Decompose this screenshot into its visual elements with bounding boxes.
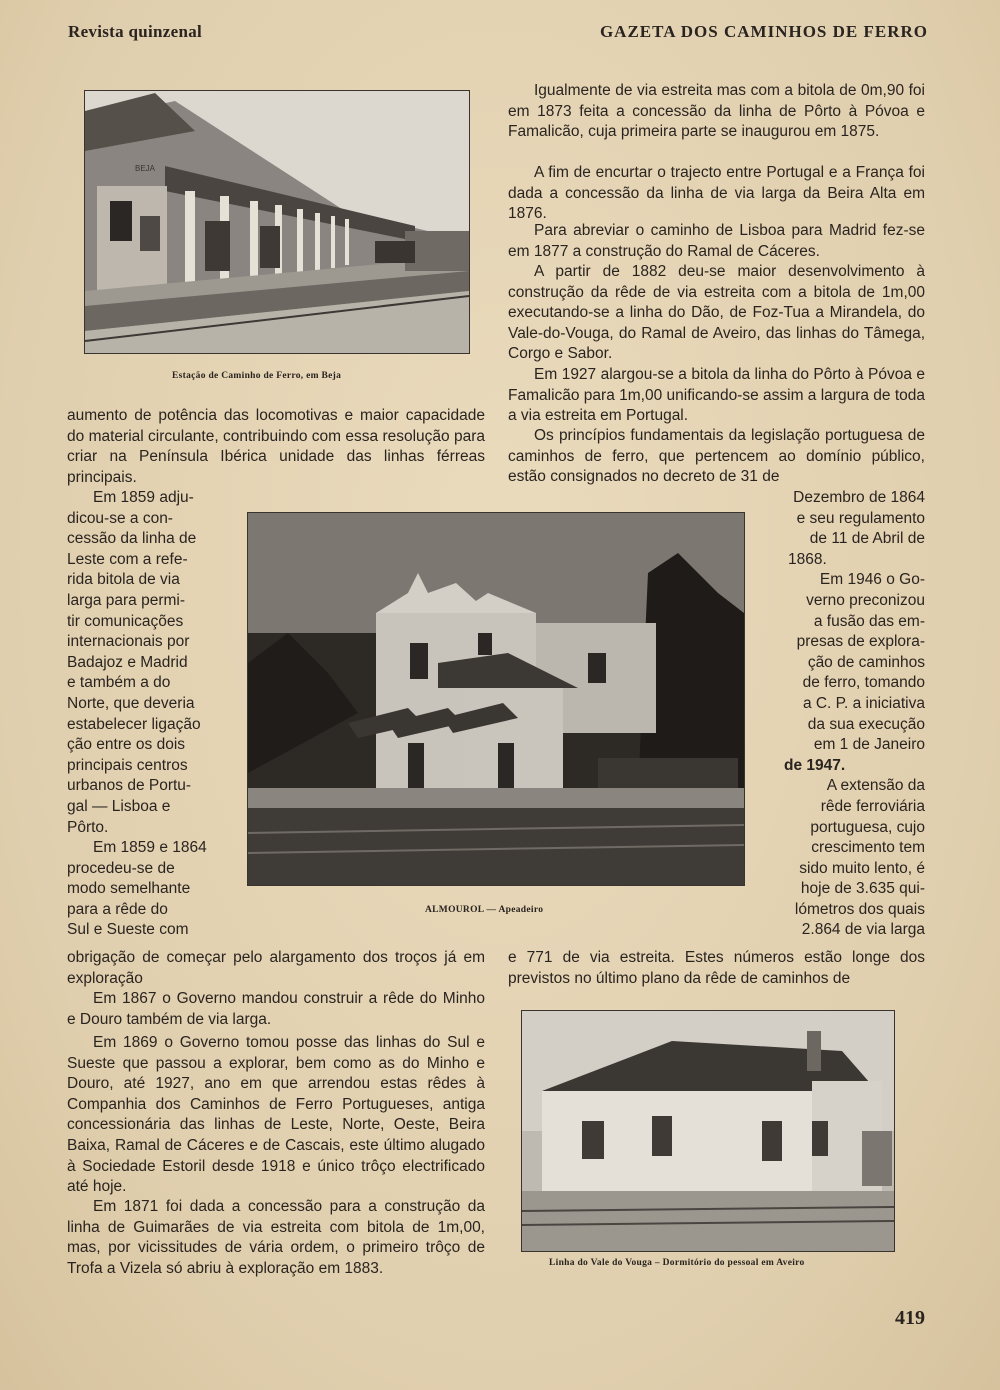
line: larga para permi- <box>67 591 186 609</box>
para-encurtar: A fim de encurtar o trajecto entre Portugal e a França foi dada a concessão da linha de via larga da Beira Alta em 1876. <box>508 164 925 223</box>
line: hoje de 3.635 qui- <box>800 880 925 898</box>
header-left: Revista quinzenal <box>68 22 203 41</box>
line: principais centros <box>67 756 188 774</box>
line: presas de explora- <box>796 633 925 651</box>
line: portuguesa, cujo <box>810 818 925 836</box>
para-igualmente: Igualmente de via estreita mas com a bitola de 0m,90 foi em 1873 feita a concessão da linha de Pôrto à Póvoa e Famalicão, cuja primeira parte se inaugurou em 1875. <box>508 82 925 141</box>
vouga-dormitory-photo <box>521 1010 895 1252</box>
line: Leste com a refe- <box>67 550 188 568</box>
line: Dezembro de 1864 <box>793 489 925 506</box>
line: para a rêde do <box>67 900 168 918</box>
line: e seu regulamento <box>796 509 925 527</box>
almourol-caption: ALMOUROL — Apeadeiro <box>425 905 544 915</box>
line: Em 1859 adju- <box>93 489 194 506</box>
beja-station-photo <box>84 90 470 354</box>
line: a fusão das em- <box>813 612 925 630</box>
line: A extensão da <box>826 777 925 795</box>
line: cessão da linha de <box>67 530 197 548</box>
line: de 1947. <box>784 756 846 774</box>
para-abreviar: Para abreviar o caminho de Lisboa para Madrid fez-se em 1877 a construção do Ramal de Cáceres. <box>508 222 925 260</box>
line: de ferro, tomando <box>802 674 925 692</box>
line: Pôrto. <box>67 818 109 836</box>
header-right: GAZETA DOS CAMINHOS DE FERRO <box>599 22 928 41</box>
line: verno preconizou <box>806 591 925 609</box>
line: Sul e Sueste com <box>67 921 189 939</box>
para-771: e 771 de via estreita. Estes números estão longe dos previstos no último plano da rêde de caminhos de <box>508 949 925 987</box>
para-1867: Em 1867 o Governo mandou construir a rêde do Minho e Douro também de via larga. <box>67 990 485 1028</box>
line: dicou-se a con- <box>67 509 173 527</box>
line: ção de caminhos <box>807 653 925 671</box>
line: procedeu-se de <box>67 859 175 877</box>
line: tir comunicações <box>67 612 184 630</box>
line: 1868. <box>788 550 827 568</box>
line: lómetros dos quais <box>794 900 925 918</box>
beja-caption: Estação de Caminho de Ferro, em Beja <box>172 371 342 381</box>
line: Badajoz e Madrid <box>67 653 188 671</box>
line: ção entre os dois <box>67 736 186 754</box>
para-1869: Em 1869 o Governo tomou posse das linhas do Sul e Sueste que passou a explorar, bem como as do Minho e Douro, até 1927, ano em que arrendou estas rêdes à Companhia dos Caminhos de Ferro Portugueses, antiga concessionária das linhas de Leste, Norte, Oeste, Beira Baixa, Ramal de Cáceres e de Cascais, este último alugado à Sociedade Estoril desde 1918 e único trôço electrificado até hoje. <box>67 1034 485 1196</box>
right-narrow-block <box>760 488 925 941</box>
para-1871: Em 1871 foi dada a concessão para a construção da linha de Guimarães de via estreita com bitola de 1m,00, mas, por vicissitudes de vária ordem, o primeiro trôço de Trofa a Vizela só abriu à exploração em 1883. <box>67 1198 485 1277</box>
vouga-caption: Linha do Vale do Vouga – Dormitório do pessoal em Aveiro <box>549 1258 805 1268</box>
beja-sign-text: BEJA <box>135 164 156 173</box>
almourol-photo <box>247 512 745 886</box>
page-number: 419 <box>895 1307 925 1329</box>
para-1882: A partir de 1882 deu-se maior desenvolvimento à construção da rêde de via estreita com a bitola de 1m,00 executando-se a linha do Dão, de Foz-Tua a Mirandela, do Vale-do-Vouga, do Ramal de Aveiro, das linhas do Tâmega, Corgo e Sabor. <box>508 263 925 363</box>
line: sido muito lento, é <box>799 859 925 877</box>
line: gal — Lisboa e <box>67 797 171 815</box>
para-1859 <box>67 488 207 941</box>
line: internacionais por <box>67 633 190 651</box>
line: de 11 de Abril de <box>809 530 925 548</box>
para-1927: Em 1927 alargou-se a bitola da linha do Pôrto à Póvoa e Famalicão para 1m,00 unificando-se assim a largura de toda a via estreita em Portugal. <box>508 366 926 425</box>
line: estabelecer ligação <box>67 715 201 733</box>
line: rida bitola de via <box>67 571 180 589</box>
line: rêde ferroviária <box>820 797 925 815</box>
line: Em 1859 e 1864 <box>93 839 207 857</box>
para-aumento: aumento de potência das locomotivas e maior capacidade do material circulante, contribuindo com essa resolução para criar na Península Ibérica unidade das linhas férreas principais. <box>67 407 485 486</box>
line: e também a do <box>67 674 171 692</box>
line: em 1 de Janeiro <box>813 736 925 754</box>
line: a C. P. a iniciativa <box>802 694 925 712</box>
para-obrigacao: obrigação de começar pelo alargamento dos troços já em exploração <box>67 949 485 987</box>
para-principios: Os princípios fundamentais da legislação portuguesa de caminhos de ferro, que pertencem ao domínio público, estão consignados no decreto de 31 de <box>508 427 925 486</box>
line: urbanos de Portu- <box>67 777 192 795</box>
line: modo semelhante <box>67 880 191 898</box>
line: Norte, que deveria <box>67 694 195 712</box>
line: crescimento tem <box>811 839 925 857</box>
para-1859-block <box>67 488 207 941</box>
line: 2.864 de via larga <box>801 921 925 939</box>
line: Em 1946 o Go- <box>819 571 925 589</box>
line: da sua execução <box>807 715 925 733</box>
